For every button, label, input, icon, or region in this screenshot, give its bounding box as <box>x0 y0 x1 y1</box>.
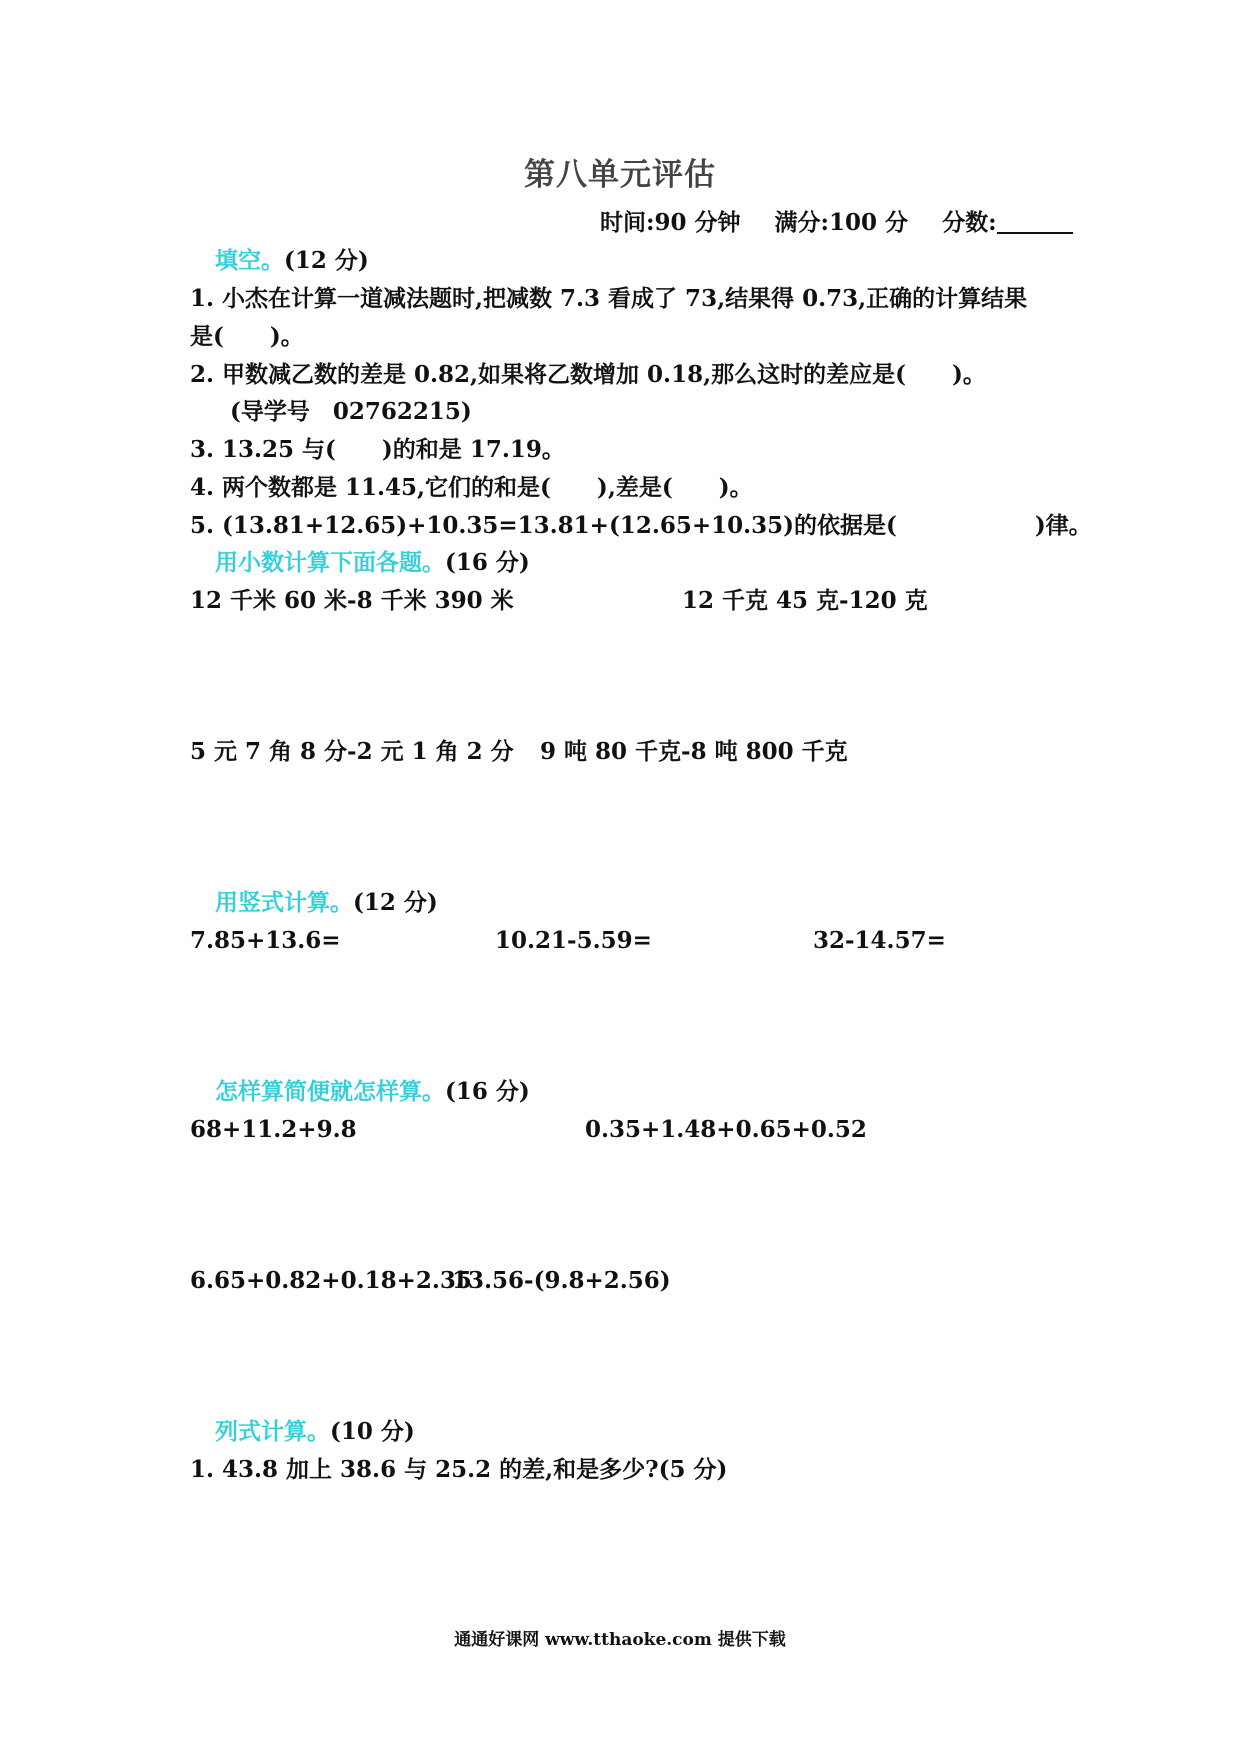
section-heading-decimal-calc <box>215 551 530 574</box>
section-points: (16 分) <box>445 549 530 576</box>
section-title: 用竖式计算。 <box>215 889 353 916</box>
question-line: 3. 13.25 与( )的和是 17.19。 <box>190 436 565 463</box>
section-title: 填空。 <box>215 247 284 274</box>
section-heading-simplify <box>215 1080 530 1103</box>
section-points: (12 分) <box>284 247 369 274</box>
section-title: 怎样算简便就怎样算。 <box>215 1078 445 1105</box>
problem-item: 7.85+13.6= <box>190 927 341 954</box>
problem-item: 12 千米 60 米-8 千米 390 米 <box>190 587 514 614</box>
question-line: 1. 小杰在计算一道减法题时,把减数 7.3 看成了 73,结果得 0.73,正确的计算结果 <box>190 285 1028 312</box>
problem-item: 1. 43.8 加上 38.6 与 25.2 的差,和是多少?(5 分) <box>190 1456 728 1483</box>
problem-item: 12 千克 45 克-120 克 <box>682 587 928 614</box>
problem-item: 10.21-5.59= <box>495 927 652 954</box>
score-label: 分数: <box>942 209 997 236</box>
problem-item: 13.56-(9.8+2.56) <box>452 1267 671 1294</box>
question-line: 5. (13.81+12.65)+10.35=13.81+(12.65+10.35)的依据是( )律。 <box>190 512 1092 539</box>
page-title: 第八单元评估 <box>524 157 716 193</box>
exam-full-score: 满分:100 分 <box>774 209 909 236</box>
problem-item: 5 元 7 角 8 分-2 元 1 角 2 分 <box>190 738 514 765</box>
section-points: (10 分) <box>330 1418 415 1445</box>
section-title: 列式计算。 <box>215 1418 330 1445</box>
section-heading-fill-blank <box>215 249 369 272</box>
exam-time: 时间:90 分钟 <box>600 209 741 236</box>
section-heading-vertical-calc <box>215 891 438 914</box>
question-line: 2. 甲数减乙数的差是 0.82,如果将乙数增加 0.18,那么这时的差应是( )。 <box>190 361 986 388</box>
problem-item: 9 吨 80 千克-8 吨 800 千克 <box>540 738 848 765</box>
section-points: (16 分) <box>445 1078 530 1105</box>
problem-item: 32-14.57= <box>813 927 946 954</box>
problem-item: 6.65+0.82+0.18+2.35 <box>190 1267 472 1294</box>
problem-item: 0.35+1.48+0.65+0.52 <box>585 1116 867 1143</box>
question-line: 4. 两个数都是 11.45,它们的和是( ),差是( )。 <box>190 474 753 501</box>
score-blank <box>997 210 1073 234</box>
problem-item: 68+11.2+9.8 <box>190 1116 357 1143</box>
question-line: 是( )。 <box>190 323 304 350</box>
exam-meta <box>600 210 1073 234</box>
footer-credit: 通通好课网 www.tthaoke.com 提供下载 <box>454 1630 786 1650</box>
section-title: 用小数计算下面各题。 <box>215 549 445 576</box>
guide-number: (导学号 02762215) <box>230 398 472 425</box>
section-points: (12 分) <box>353 889 438 916</box>
section-heading-equation <box>215 1420 415 1443</box>
